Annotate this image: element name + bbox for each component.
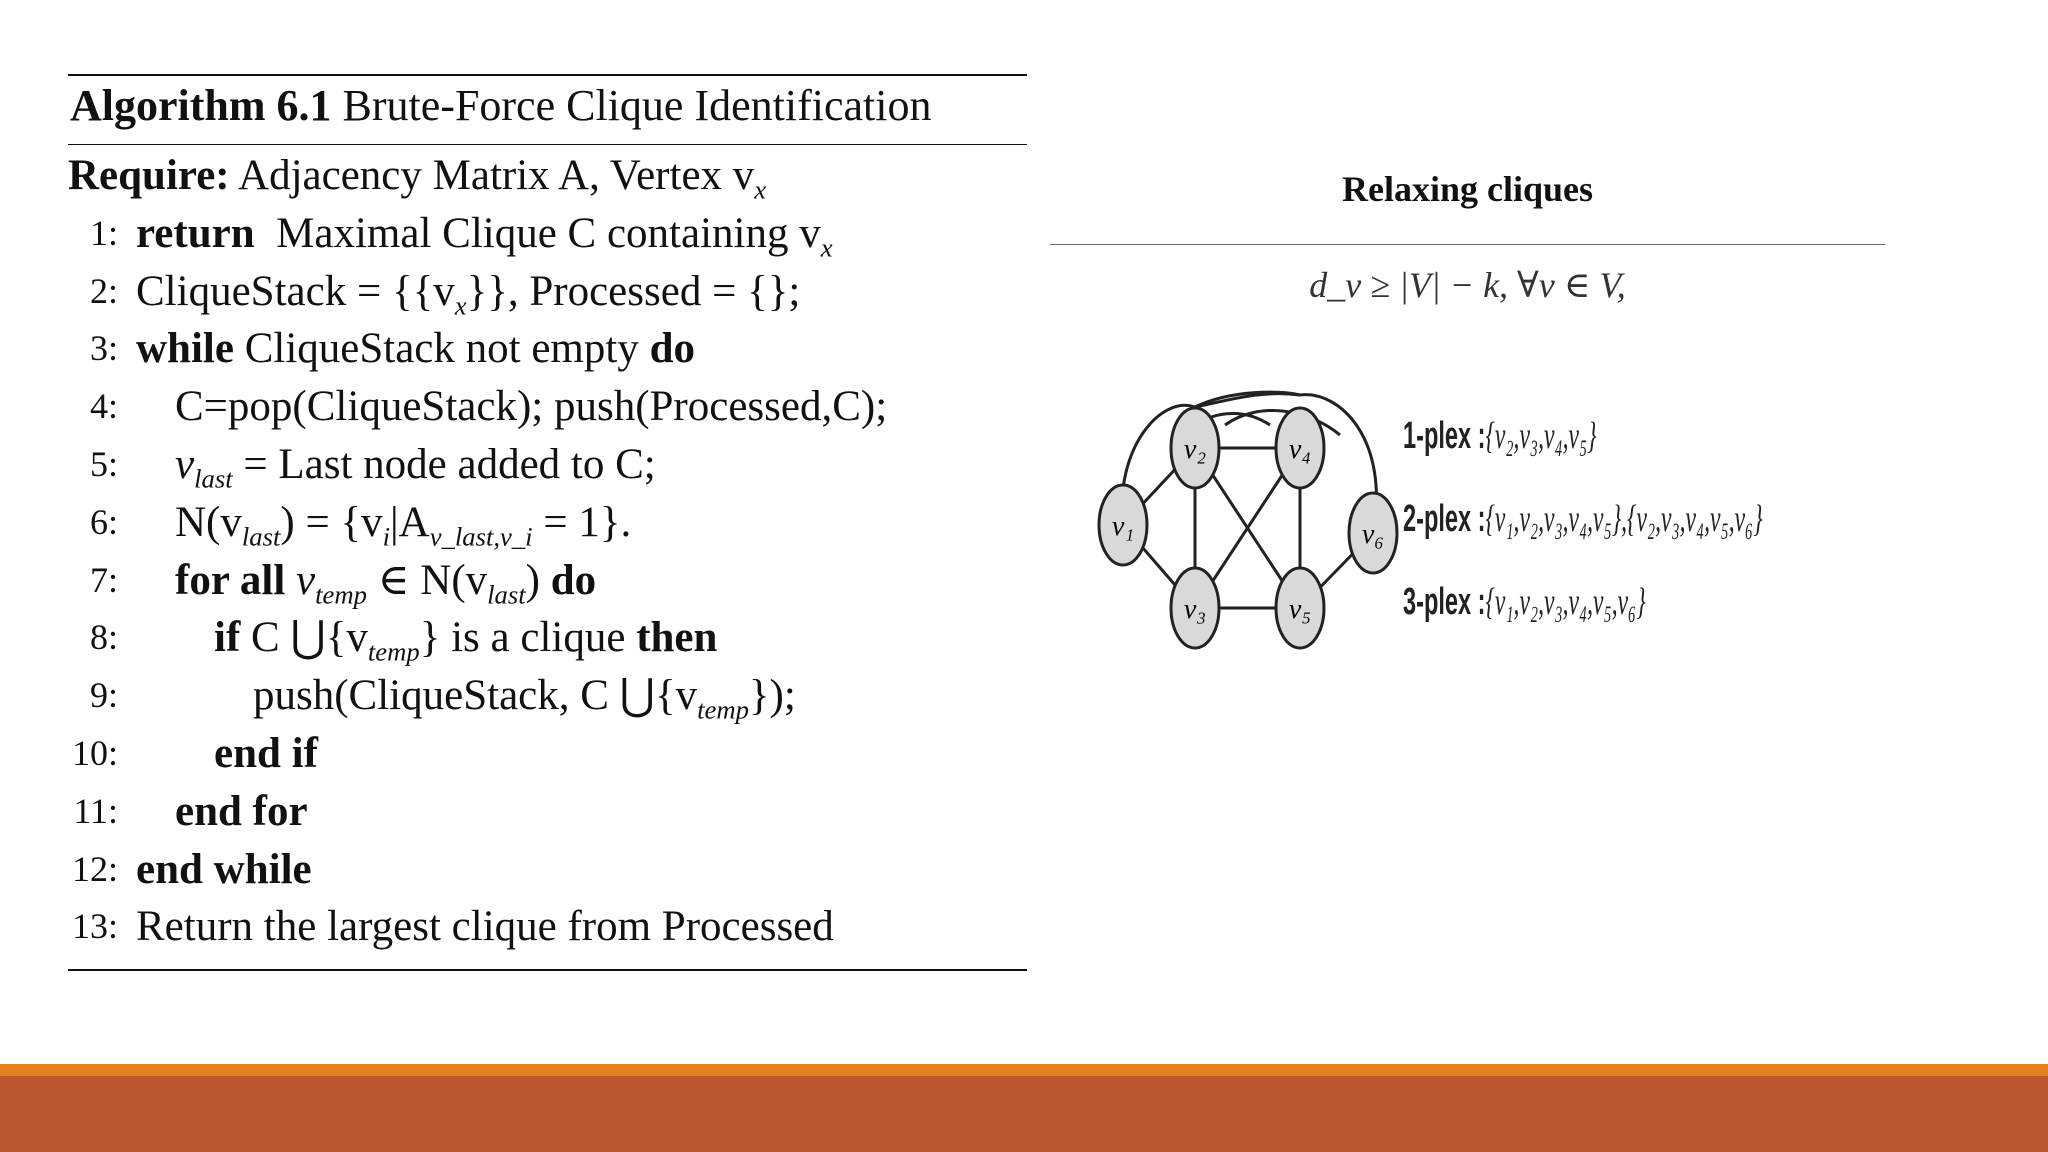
algo-line-13: 13: Return the largest clique from Processed bbox=[71, 903, 834, 951]
algo-line-2: 2: CliqueStack = $\{\{v_x\}\}$, Processed = {}; bbox=[89, 267, 801, 321]
require-text: Adjacency Matrix A, Vertex v bbox=[238, 152, 755, 199]
node-v3 bbox=[1171, 568, 1219, 648]
graph-edges bbox=[1122, 392, 1376, 608]
relaxing-cliques-title: Relaxing cliques bbox=[1341, 169, 1593, 209]
footer-bar bbox=[0, 1076, 2048, 1152]
plex-3: 3-plex :{v₁,v₂,v₃,v₄,v₅,v₆} bbox=[1403, 581, 1646, 623]
svg-text:v₁: v₁ bbox=[1111, 511, 1135, 542]
bottom-rule bbox=[68, 969, 1027, 971]
algo-line-8: 8: if C $⋃\{v_{temp}\}$ is a clique then bbox=[89, 614, 718, 667]
algo-line-6: 6: $N(v_{last}) = \{v_i|A_{v\_last,v\_i} = 1\}$. bbox=[89, 498, 632, 552]
require-line: Require: Adjacency Matrix A, Vertex $v_x$ bbox=[68, 152, 767, 205]
algorithm-box bbox=[68, 74, 1027, 956]
relaxing-rule bbox=[1050, 244, 1885, 245]
node-v4 bbox=[1276, 408, 1324, 488]
node-v6 bbox=[1349, 493, 1397, 573]
algo-line-11: 11: end for bbox=[73, 787, 308, 835]
svg-text:v₆: v₆ bbox=[1361, 519, 1385, 550]
svg-text:v₄: v₄ bbox=[1288, 434, 1312, 465]
node-v1 bbox=[1099, 485, 1147, 565]
algorithm-title bbox=[68, 76, 1027, 144]
node-v2 bbox=[1171, 408, 1219, 488]
algorithm-name: Brute-Force Clique Identification bbox=[342, 81, 932, 130]
algo-line-10: 10: end if bbox=[71, 729, 318, 777]
plex-1: 1-plex :{v₂,v₃,v₄,v₅} bbox=[1403, 415, 1597, 457]
algo-line-5: 5: $v_{last}$ = Last node added to C; bbox=[89, 440, 656, 494]
algorithm-number: Algorithm 6.1 bbox=[70, 81, 332, 130]
plex-2: 2-plex :{v₁,v₂,v₃,v₄,v₅},{v₂,v₃,v₄,v₅,v₆} bbox=[1403, 498, 1763, 540]
svg-text:v₃: v₃ bbox=[1183, 594, 1207, 625]
algo-line-12: 12: end while bbox=[71, 845, 312, 893]
algo-line-9: 9: push(CliqueStack, C $⋃\{v_{temp}\}$); bbox=[89, 672, 796, 725]
algo-line-7: 7: for all $v_{temp}$ ∈ $N(v_{last})$ do bbox=[89, 556, 597, 610]
footer-accent-bar bbox=[0, 1064, 2048, 1076]
algo-line-3: 3: while CliqueStack not empty do bbox=[89, 325, 695, 373]
algo-line-4: 4: C=pop(CliqueStack); push(Processed,C); bbox=[89, 383, 888, 431]
algo-line-1: 1: return Maximal Clique C containing $v_x$ bbox=[89, 209, 833, 263]
node-v5 bbox=[1276, 568, 1324, 648]
svg-text:v₅: v₅ bbox=[1288, 594, 1312, 625]
plex-graph bbox=[1090, 380, 1420, 660]
svg-text:v₂: v₂ bbox=[1183, 434, 1207, 465]
plex-formula: d_v ≥ |V| − k, ∀v ∈ V, bbox=[1309, 265, 1626, 305]
